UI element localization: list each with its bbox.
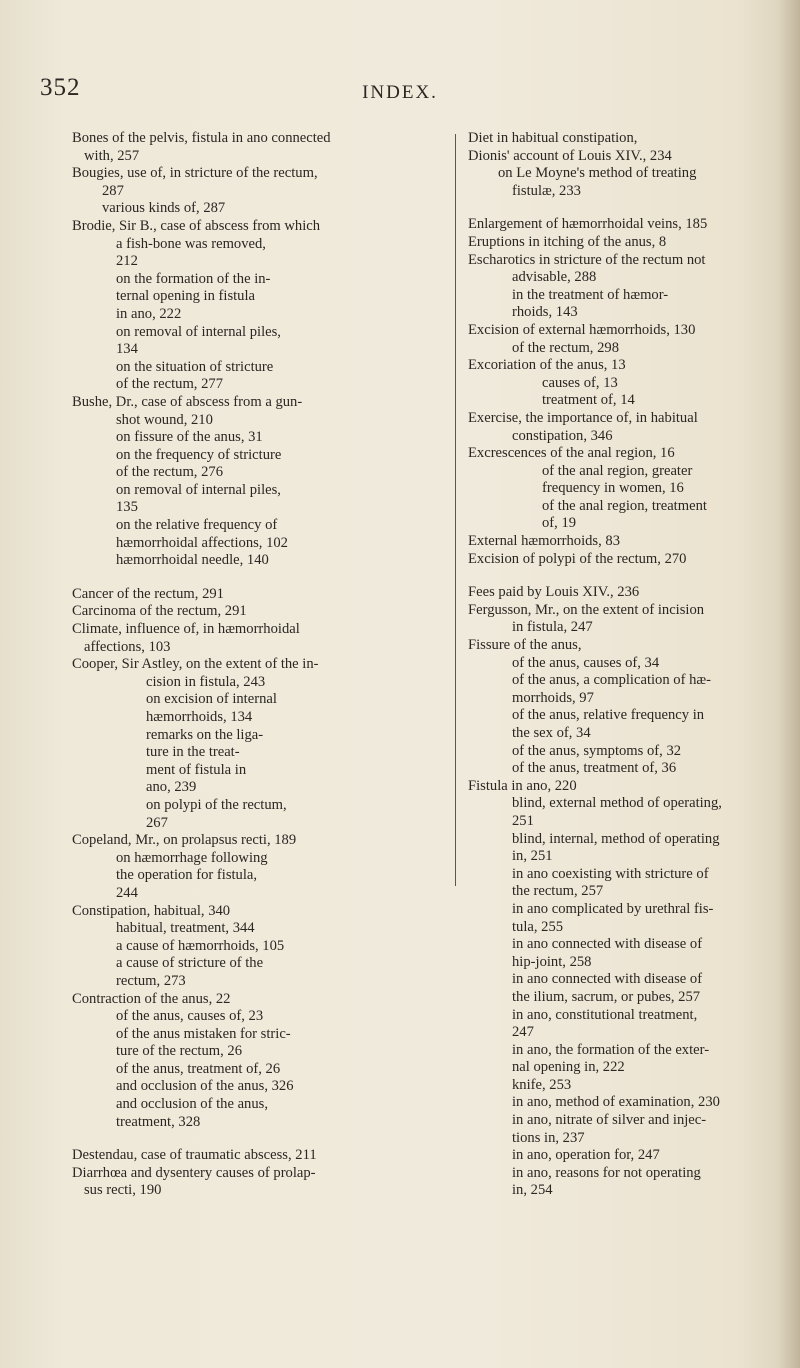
index-heading: Excision of polypi of the rectum, 270 <box>468 550 687 567</box>
index-subentry: tula, 255 <box>512 918 564 935</box>
index-subentry: blind, internal, method of operating <box>512 830 720 847</box>
index-heading: Excrescences of the anal region, 16 <box>468 445 675 462</box>
index-heading: Cooper, Sir Astley, on the extent of the in- <box>72 656 319 673</box>
index-entry <box>468 148 780 201</box>
index-heading: Fistula in ano, 220 <box>468 777 577 794</box>
index-subentry: rhoids, 143 <box>512 304 578 321</box>
index-subentry: of the anus, causes of, 23 <box>116 1008 264 1025</box>
page-edge-shadow <box>778 0 800 1368</box>
index-entry <box>468 637 780 778</box>
index-subentry: in the treatment of hæmor- <box>512 286 669 303</box>
index-entry <box>72 832 382 902</box>
index-subentry: a cause of hæmorrhoids, 105 <box>116 937 285 954</box>
index-subentry: 212 <box>116 253 138 270</box>
index-entry <box>72 130 382 165</box>
index-subentry: of the anal region, greater <box>542 462 693 479</box>
index-heading: Contraction of the anus, 22 <box>72 990 231 1007</box>
index-heading: Fergusson, Mr., on the extent of incision <box>468 601 705 618</box>
index-subentry: the sex of, 34 <box>512 725 591 741</box>
index-entry <box>72 1165 382 1200</box>
index-subentry: on removal of internal piles, <box>116 323 281 340</box>
index-heading: Fees paid by Louis XIV., 236 <box>468 584 640 601</box>
index-subentry: ture of the rectum, 26 <box>116 1043 243 1060</box>
index-subentry: on removal of internal piles, <box>116 481 281 498</box>
index-heading: Eruptions in itching of the anus, 8 <box>468 233 667 250</box>
index-subentry: fistulæ, 233 <box>512 182 581 199</box>
index-subentry: of the anus, relative frequency in <box>512 707 705 724</box>
index-subentry: 135 <box>116 499 138 516</box>
index-entry <box>72 603 382 621</box>
index-subentry: on excision of internal <box>146 691 277 708</box>
index-subentry: in ano coexisting with stricture of <box>512 865 709 882</box>
index-heading: Copeland, Mr., on prolapsus recti, 189 <box>72 832 297 849</box>
index-subentry: in ano, the formation of the exter- <box>512 1041 710 1058</box>
index-subentry: in, 254 <box>512 1182 553 1199</box>
index-entry <box>468 445 780 533</box>
index-entry <box>468 533 780 551</box>
index-subentry: on the formation of the in- <box>116 270 271 287</box>
index-subentry: 244 <box>116 884 138 901</box>
page-number: 352 <box>40 74 81 101</box>
index-subentry: rectum, 273 <box>116 972 186 989</box>
index-entry <box>72 218 382 394</box>
index-subentry: causes of, 13 <box>542 374 618 391</box>
index-subentry: in ano, constitutional treatment, <box>512 1006 698 1023</box>
index-subentry: advisable, 288 <box>512 269 597 286</box>
index-subentry: in ano, method of examination, 230 <box>512 1094 720 1111</box>
index-subentry: in ano, operation for, 247 <box>512 1147 660 1164</box>
index-heading: External hæmorrhoids, 83 <box>468 533 620 550</box>
column-divider <box>455 134 456 886</box>
index-subentry: in, 251 <box>512 848 553 865</box>
index-subentry: ture in the treat- <box>146 744 240 761</box>
index-heading: Brodie, Sir B., case of abscess from which <box>72 217 321 234</box>
index-subentry: sus recti, 190 <box>84 1182 162 1199</box>
index-subentry: tions in, 237 <box>512 1129 585 1146</box>
index-subentry: ment of fistula in <box>146 761 247 778</box>
index-entry <box>468 551 780 569</box>
index-subentry: and occlusion of the anus, 326 <box>116 1078 294 1095</box>
index-heading: Carcinoma of the rectum, 291 <box>72 603 247 620</box>
index-heading: Constipation, habitual, 340 <box>72 902 231 919</box>
index-heading: Bones of the pelvis, fistula in ano connected <box>72 130 331 146</box>
index-subentry: in ano, reasons for not operating <box>512 1164 701 1181</box>
index-subentry: 134 <box>116 341 138 358</box>
index-subentry: on the frequency of stricture <box>116 446 282 463</box>
index-subentry: 247 <box>512 1024 534 1041</box>
index-subentry: the operation for fistula, <box>116 867 258 884</box>
index-entry <box>72 586 382 604</box>
index-subentry: of the anus, treatment of, 36 <box>512 760 677 777</box>
index-entry <box>468 234 780 252</box>
index-subentry: of, 19 <box>542 515 577 532</box>
index-subentry: hæmorrhoidal needle, 140 <box>116 552 269 569</box>
index-subentry: of the anus, causes of, 34 <box>512 654 660 671</box>
index-heading: Bougies, use of, in stricture of the rectum, <box>72 165 318 182</box>
index-column-right <box>468 130 780 1200</box>
index-subentry: ternal opening in fistula <box>116 288 256 305</box>
index-heading: Enlargement of hæmorrhoidal veins, 185 <box>468 216 708 233</box>
index-heading: Exercise, the importance of, in habitual <box>468 409 698 426</box>
index-subentry: a fish-bone was removed, <box>116 235 266 252</box>
index-heading: Cancer of the rectum, 291 <box>72 585 224 602</box>
index-subentry: on Le Moyne's method of treating <box>498 165 697 182</box>
index-entry <box>72 903 382 991</box>
index-subentry: of the anus, a complication of hæ- <box>512 672 711 689</box>
index-subentry: in fistula, 247 <box>512 619 593 636</box>
index-subentry: in ano connected with disease of <box>512 971 703 988</box>
index-subentry: on fissure of the anus, 31 <box>116 429 263 446</box>
index-heading: Escharotics in stricture of the rectum not <box>468 251 706 268</box>
index-heading: Excision of external hæmorrhoids, 130 <box>468 321 696 338</box>
index-heading: Climate, influence of, in hæmorrhoidal <box>72 621 300 638</box>
index-subentry: a cause of stricture of the <box>116 955 264 972</box>
index-subentry: in ano complicated by urethral fis- <box>512 900 714 917</box>
index-entry <box>72 165 382 218</box>
index-subentry: affections, 103 <box>84 638 171 655</box>
index-subentry: on hæmorrhage following <box>116 849 268 866</box>
index-heading: Diet in habitual constipation, <box>468 130 638 146</box>
index-subentry: knife, 253 <box>512 1076 572 1093</box>
index-subentry: 287 <box>102 182 124 199</box>
index-entry <box>468 252 780 322</box>
index-subentry: the rectum, 257 <box>512 883 604 900</box>
index-subentry: 267 <box>146 814 168 831</box>
index-subentry: of the rectum, 298 <box>512 339 619 356</box>
index-subentry: remarks on the liga- <box>146 726 264 743</box>
index-subentry: blind, external method of operating, <box>512 795 722 812</box>
index-subentry: in ano connected with disease of <box>512 936 703 953</box>
index-heading: Excoriation of the anus, 13 <box>468 357 626 374</box>
running-head: INDEX. <box>362 82 438 103</box>
index-column-left <box>72 130 382 1200</box>
index-subentry: 251 <box>512 812 534 829</box>
index-heading: Dionis' account of Louis XIV., 234 <box>468 147 672 164</box>
index-subentry: of the anus, treatment of, 26 <box>116 1060 281 1077</box>
index-entry <box>468 322 780 357</box>
index-entry <box>468 778 780 1200</box>
index-subentry: on the relative frequency of <box>116 517 278 534</box>
index-subentry: hip-joint, 258 <box>512 953 592 970</box>
index-subentry: treatment, 328 <box>116 1113 201 1130</box>
index-subentry: shot wound, 210 <box>116 411 213 428</box>
index-subentry: of the anus mistaken for stric- <box>116 1025 291 1042</box>
index-subentry: hæmorrhoidal affections, 102 <box>116 534 288 551</box>
index-entry <box>468 357 780 410</box>
index-subentry: treatment of, 14 <box>542 392 635 409</box>
index-entry <box>468 216 780 234</box>
index-subentry: of the rectum, 276 <box>116 464 223 481</box>
index-entry <box>468 602 780 637</box>
index-subentry: in ano, 222 <box>116 305 182 322</box>
index-subentry: habitual, treatment, 344 <box>116 920 255 937</box>
index-entry <box>468 584 780 602</box>
index-subentry: nal opening in, 222 <box>512 1059 625 1076</box>
index-heading: Fissure of the anus, <box>468 637 582 654</box>
index-subentry: on the situation of stricture <box>116 358 274 375</box>
index-subentry: morrhoids, 97 <box>512 689 594 706</box>
index-heading: Destendau, case of traumatic abscess, 211 <box>72 1147 317 1164</box>
index-subentry: in ano, nitrate of silver and injec- <box>512 1112 707 1129</box>
index-subentry: frequency in women, 16 <box>542 480 684 497</box>
index-entry <box>468 130 780 148</box>
index-subentry: the ilium, sacrum, or pubes, 257 <box>512 988 701 1005</box>
index-subentry: with, 257 <box>84 147 140 164</box>
index-subentry: of the anal region, treatment <box>542 497 707 514</box>
index-subentry: constipation, 346 <box>512 427 613 444</box>
index-subentry: on polypi of the rectum, <box>146 796 287 813</box>
index-subentry: hæmorrhoids, 134 <box>146 709 253 725</box>
index-subentry: cision in fistula, 243 <box>146 673 266 690</box>
index-entry <box>72 1147 382 1165</box>
index-entry <box>72 394 382 570</box>
index-subentry: and occlusion of the anus, <box>116 1096 268 1113</box>
index-subentry: of the anus, symptoms of, 32 <box>512 742 682 759</box>
index-subentry: ano, 239 <box>146 779 197 796</box>
index-entry <box>468 410 780 445</box>
index-heading: Diarrhœa and dysentery causes of prolap- <box>72 1164 316 1181</box>
index-entry <box>72 656 382 832</box>
index-entry <box>72 621 382 656</box>
index-heading: Bushe, Dr., case of abscess from a gun- <box>72 393 303 410</box>
index-subentry: various kinds of, 287 <box>102 200 226 217</box>
index-subentry: of the rectum, 277 <box>116 376 223 393</box>
index-entry <box>72 991 382 1132</box>
